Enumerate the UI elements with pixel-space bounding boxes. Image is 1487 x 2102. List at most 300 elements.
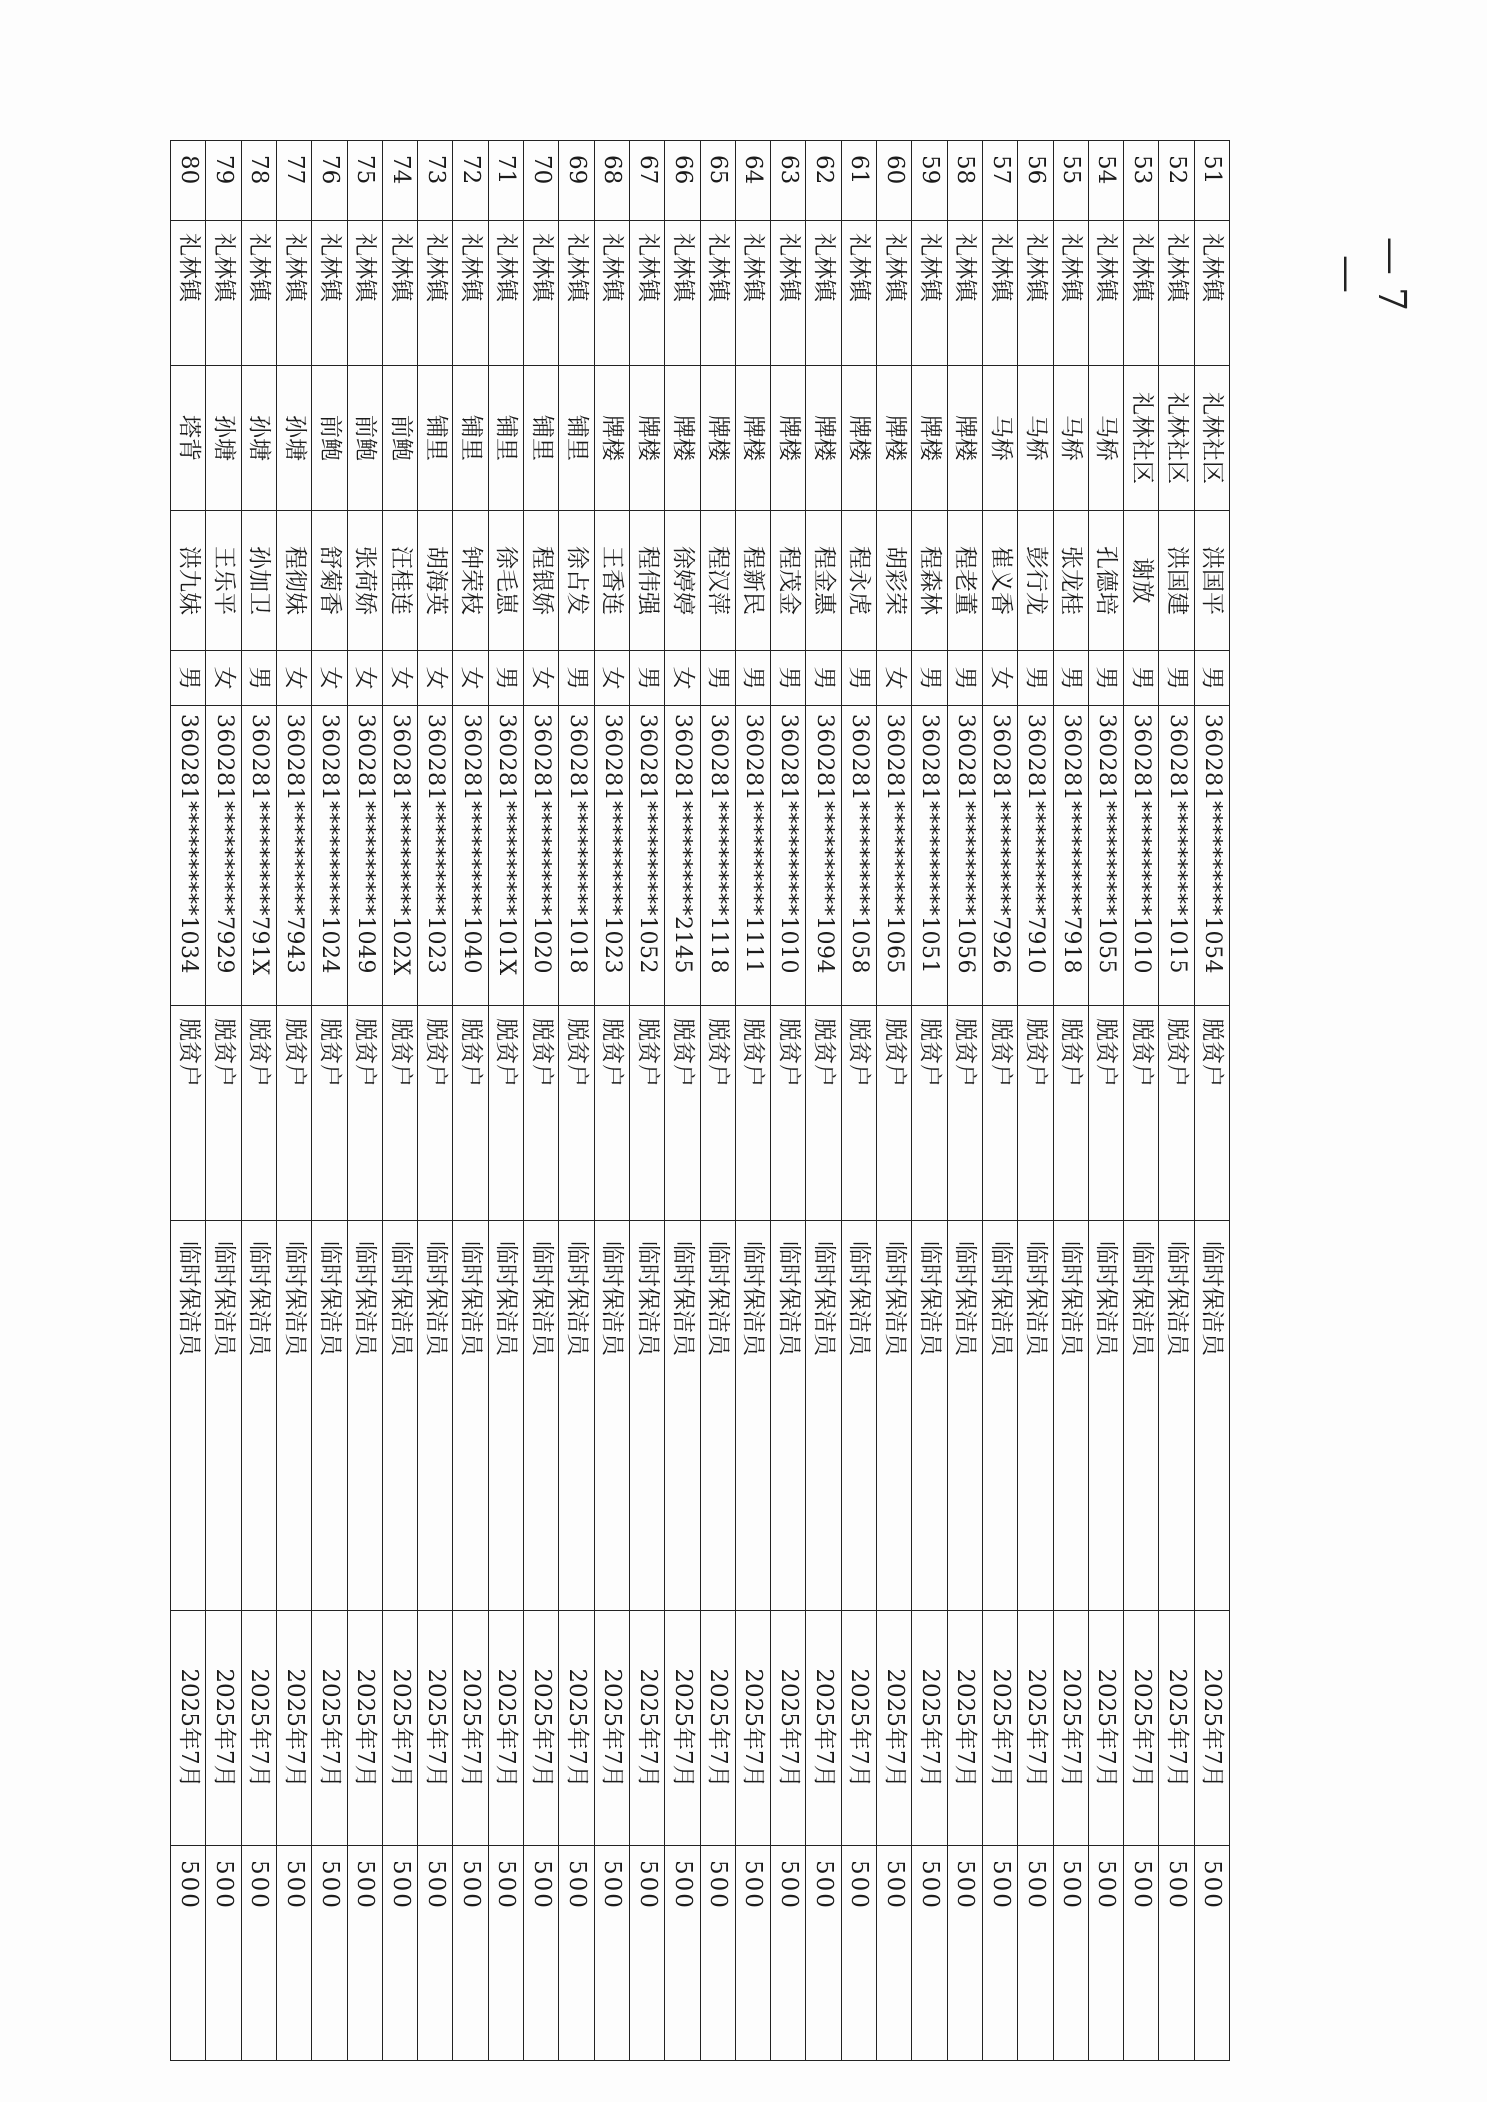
sex-cell: 女 (418, 651, 453, 706)
sex-cell: 男 (771, 651, 806, 706)
table-row (841, 141, 876, 2061)
date-cell: 2025年7月 (1088, 1611, 1123, 1846)
job-cell: 临时保洁员 (629, 1221, 664, 1611)
id-number-cell: 360281**********1023 (418, 706, 453, 1006)
name-cell: 孔德培 (1088, 511, 1123, 651)
date-cell: 2025年7月 (382, 1611, 417, 1846)
job-cell: 临时保洁员 (947, 1221, 982, 1611)
date-cell: 2025年7月 (594, 1611, 629, 1846)
date-cell: 2025年7月 (524, 1611, 559, 1846)
town-cell: 礼林镇 (947, 221, 982, 366)
id-number-cell: 360281**********1049 (347, 706, 382, 1006)
amount-cell: 500 (559, 1846, 594, 2061)
seq-cell: 71 (488, 141, 523, 221)
household-type-cell: 脱贫户 (418, 1006, 453, 1221)
date-cell: 2025年7月 (841, 1611, 876, 1846)
table-row (559, 141, 594, 2061)
sex-cell: 女 (594, 651, 629, 706)
date-cell: 2025年7月 (912, 1611, 947, 1846)
sex-cell: 女 (453, 651, 488, 706)
date-cell: 2025年7月 (1194, 1611, 1229, 1846)
job-cell: 临时保洁员 (665, 1221, 700, 1611)
job-cell: 临时保洁员 (276, 1221, 311, 1611)
table-row (171, 141, 206, 2061)
household-type-cell: 脱贫户 (276, 1006, 311, 1221)
seq-cell: 52 (1159, 141, 1194, 221)
town-cell: 礼林镇 (418, 221, 453, 366)
table-row (453, 141, 488, 2061)
town-cell: 礼林镇 (1159, 221, 1194, 366)
town-cell: 礼林镇 (982, 221, 1017, 366)
seq-cell: 70 (524, 141, 559, 221)
job-cell: 临时保洁员 (524, 1221, 559, 1611)
town-cell: 礼林镇 (382, 221, 417, 366)
town-cell: 礼林镇 (1124, 221, 1159, 366)
name-cell: 徐婷婷 (665, 511, 700, 651)
name-cell: 洪国建 (1159, 511, 1194, 651)
date-cell: 2025年7月 (806, 1611, 841, 1846)
job-cell: 临时保洁员 (1053, 1221, 1088, 1611)
date-cell: 2025年7月 (559, 1611, 594, 1846)
town-cell: 礼林镇 (559, 221, 594, 366)
sex-cell: 男 (629, 651, 664, 706)
village-cell: 前鲍 (312, 366, 347, 511)
village-cell: 牌楼 (912, 366, 947, 511)
name-cell: 程老董 (947, 511, 982, 651)
date-cell: 2025年7月 (1018, 1611, 1053, 1846)
amount-cell: 500 (982, 1846, 1017, 2061)
amount-cell: 500 (488, 1846, 523, 2061)
town-cell: 礼林镇 (312, 221, 347, 366)
job-cell: 临时保洁员 (1018, 1221, 1053, 1611)
name-cell: 程茂金 (771, 511, 806, 651)
id-number-cell: 360281**********1010 (1124, 706, 1159, 1006)
id-number-cell: 360281**********7926 (982, 706, 1017, 1006)
job-cell: 临时保洁员 (1088, 1221, 1123, 1611)
seq-cell: 66 (665, 141, 700, 221)
date-cell: 2025年7月 (629, 1611, 664, 1846)
job-cell: 临时保洁员 (877, 1221, 912, 1611)
date-cell: 2025年7月 (877, 1611, 912, 1846)
town-cell: 礼林镇 (665, 221, 700, 366)
amount-cell: 500 (629, 1846, 664, 2061)
name-cell: 程汉萍 (700, 511, 735, 651)
id-number-cell: 360281**********7918 (1053, 706, 1088, 1006)
town-cell: 礼林镇 (241, 221, 276, 366)
village-cell: 牌楼 (841, 366, 876, 511)
town-cell: 礼林镇 (1194, 221, 1229, 366)
village-cell: 礼林社区 (1124, 366, 1159, 511)
seq-cell: 60 (877, 141, 912, 221)
id-number-cell: 360281**********1094 (806, 706, 841, 1006)
name-cell: 洪九妹 (171, 511, 206, 651)
date-cell: 2025年7月 (982, 1611, 1017, 1846)
household-type-cell: 脱贫户 (488, 1006, 523, 1221)
date-cell: 2025年7月 (700, 1611, 735, 1846)
town-cell: 礼林镇 (171, 221, 206, 366)
id-number-cell: 360281**********7943 (276, 706, 311, 1006)
town-cell: 礼林镇 (771, 221, 806, 366)
village-cell: 牌楼 (700, 366, 735, 511)
village-cell: 牌楼 (594, 366, 629, 511)
name-cell: 汪桂连 (382, 511, 417, 651)
name-cell: 彭行龙 (1018, 511, 1053, 651)
village-cell: 铺里 (488, 366, 523, 511)
sex-cell: 女 (312, 651, 347, 706)
village-cell: 前鲍 (347, 366, 382, 511)
amount-cell: 500 (806, 1846, 841, 2061)
amount-cell: 500 (841, 1846, 876, 2061)
sex-cell: 男 (912, 651, 947, 706)
date-cell: 2025年7月 (347, 1611, 382, 1846)
roster-table-body (171, 141, 1230, 2061)
household-type-cell: 脱贫户 (241, 1006, 276, 1221)
id-number-cell: 360281**********2145 (665, 706, 700, 1006)
town-cell: 礼林镇 (453, 221, 488, 366)
sex-cell: 女 (206, 651, 241, 706)
sex-cell: 男 (841, 651, 876, 706)
amount-cell: 500 (877, 1846, 912, 2061)
household-type-cell: 脱贫户 (1159, 1006, 1194, 1221)
amount-cell: 500 (771, 1846, 806, 2061)
table-row (206, 141, 241, 2061)
job-cell: 临时保洁员 (982, 1221, 1017, 1611)
date-cell: 2025年7月 (947, 1611, 982, 1846)
date-cell: 2025年7月 (665, 1611, 700, 1846)
job-cell: 临时保洁员 (382, 1221, 417, 1611)
town-cell: 礼林镇 (488, 221, 523, 366)
job-cell: 临时保洁员 (206, 1221, 241, 1611)
id-number-cell: 360281**********1052 (629, 706, 664, 1006)
household-type-cell: 脱贫户 (841, 1006, 876, 1221)
seq-cell: 55 (1053, 141, 1088, 221)
date-cell: 2025年7月 (771, 1611, 806, 1846)
table-row (700, 141, 735, 2061)
page-number (1326, 200, 1414, 312)
town-cell: 礼林镇 (1053, 221, 1088, 366)
id-number-cell: 360281**********1056 (947, 706, 982, 1006)
id-number-cell: 360281**********1020 (524, 706, 559, 1006)
id-number-cell: 360281**********101X (488, 706, 523, 1006)
name-cell: 王乐平 (206, 511, 241, 651)
name-cell: 谢放 (1124, 511, 1159, 651)
village-cell: 礼林社区 (1194, 366, 1229, 511)
sex-cell: 女 (665, 651, 700, 706)
table-row (241, 141, 276, 2061)
table-row (1053, 141, 1088, 2061)
id-number-cell: 360281**********1018 (559, 706, 594, 1006)
seq-cell: 63 (771, 141, 806, 221)
name-cell: 胡海英 (418, 511, 453, 651)
village-cell: 孙塘 (206, 366, 241, 511)
village-cell: 孙塘 (276, 366, 311, 511)
seq-cell: 64 (735, 141, 770, 221)
sex-cell: 男 (1194, 651, 1229, 706)
job-cell: 临时保洁员 (594, 1221, 629, 1611)
table-row (1018, 141, 1053, 2061)
seq-cell: 79 (206, 141, 241, 221)
village-cell: 马桥 (1088, 366, 1123, 511)
household-type-cell: 脱贫户 (312, 1006, 347, 1221)
rotated-table-container (175, 140, 1230, 2060)
town-cell: 礼林镇 (877, 221, 912, 366)
sex-cell: 男 (559, 651, 594, 706)
seq-cell: 78 (241, 141, 276, 221)
name-cell: 程新民 (735, 511, 770, 651)
town-cell: 礼林镇 (841, 221, 876, 366)
amount-cell: 500 (206, 1846, 241, 2061)
date-cell: 2025年7月 (276, 1611, 311, 1846)
table-row (488, 141, 523, 2061)
village-cell: 塔背 (171, 366, 206, 511)
seq-cell: 73 (418, 141, 453, 221)
sex-cell: 男 (735, 651, 770, 706)
job-cell: 临时保洁员 (559, 1221, 594, 1611)
date-cell: 2025年7月 (171, 1611, 206, 1846)
village-cell: 铺里 (559, 366, 594, 511)
job-cell: 临时保洁员 (1124, 1221, 1159, 1611)
seq-cell: 57 (982, 141, 1017, 221)
id-number-cell: 360281**********1055 (1088, 706, 1123, 1006)
town-cell: 礼林镇 (524, 221, 559, 366)
seq-cell: 65 (700, 141, 735, 221)
household-type-cell: 脱贫户 (171, 1006, 206, 1221)
job-cell: 临时保洁员 (312, 1221, 347, 1611)
village-cell: 前鲍 (382, 366, 417, 511)
household-type-cell: 脱贫户 (1088, 1006, 1123, 1221)
table-row (947, 141, 982, 2061)
job-cell: 临时保洁员 (453, 1221, 488, 1611)
id-number-cell: 360281**********7910 (1018, 706, 1053, 1006)
name-cell: 张龙桂 (1053, 511, 1088, 651)
seq-cell: 59 (912, 141, 947, 221)
household-type-cell: 脱贫户 (982, 1006, 1017, 1221)
household-type-cell: 脱贫户 (1053, 1006, 1088, 1221)
amount-cell: 500 (347, 1846, 382, 2061)
town-cell: 礼林镇 (806, 221, 841, 366)
town-cell: 礼林镇 (912, 221, 947, 366)
household-type-cell: 脱贫户 (629, 1006, 664, 1221)
id-number-cell: 360281**********1015 (1159, 706, 1194, 1006)
household-type-cell: 脱贫户 (771, 1006, 806, 1221)
table-row (735, 141, 770, 2061)
table-row (912, 141, 947, 2061)
village-cell: 马桥 (982, 366, 1017, 511)
household-type-cell: 脱贫户 (206, 1006, 241, 1221)
amount-cell: 500 (594, 1846, 629, 2061)
sex-cell: 男 (1088, 651, 1123, 706)
sex-cell: 男 (241, 651, 276, 706)
sex-cell: 女 (982, 651, 1017, 706)
job-cell: 临时保洁员 (418, 1221, 453, 1611)
amount-cell: 500 (241, 1846, 276, 2061)
name-cell: 徐毛崽 (488, 511, 523, 651)
household-type-cell: 脱贫户 (1194, 1006, 1229, 1221)
job-cell: 临时保洁员 (347, 1221, 382, 1611)
id-number-cell: 360281**********102X (382, 706, 417, 1006)
name-cell: 洪国平 (1194, 511, 1229, 651)
amount-cell: 500 (735, 1846, 770, 2061)
seq-cell: 77 (276, 141, 311, 221)
name-cell: 舒菊香 (312, 511, 347, 651)
date-cell: 2025年7月 (735, 1611, 770, 1846)
village-cell: 铺里 (418, 366, 453, 511)
sex-cell: 女 (276, 651, 311, 706)
amount-cell: 500 (312, 1846, 347, 2061)
amount-cell: 500 (1088, 1846, 1123, 2061)
table-row (1194, 141, 1229, 2061)
id-number-cell: 360281**********1034 (171, 706, 206, 1006)
id-number-cell: 360281**********7929 (206, 706, 241, 1006)
id-number-cell: 360281**********1051 (912, 706, 947, 1006)
name-cell: 程彻妹 (276, 511, 311, 651)
seq-cell: 62 (806, 141, 841, 221)
table-row (524, 141, 559, 2061)
name-cell: 张荷娇 (347, 511, 382, 651)
table-row (1124, 141, 1159, 2061)
job-cell: 临时保洁员 (488, 1221, 523, 1611)
seq-cell: 54 (1088, 141, 1123, 221)
table-row (877, 141, 912, 2061)
household-type-cell: 脱贫户 (347, 1006, 382, 1221)
date-cell: 2025年7月 (312, 1611, 347, 1846)
household-type-cell: 脱贫户 (735, 1006, 770, 1221)
date-cell: 2025年7月 (1053, 1611, 1088, 1846)
sex-cell: 女 (524, 651, 559, 706)
table-row (629, 141, 664, 2061)
name-cell: 徐占发 (559, 511, 594, 651)
job-cell: 临时保洁员 (735, 1221, 770, 1611)
id-number-cell: 360281**********1118 (700, 706, 735, 1006)
seq-cell: 58 (947, 141, 982, 221)
job-cell: 临时保洁员 (171, 1221, 206, 1611)
date-cell: 2025年7月 (488, 1611, 523, 1846)
id-number-cell: 360281**********1111 (735, 706, 770, 1006)
name-cell: 程银娇 (524, 511, 559, 651)
date-cell: 2025年7月 (418, 1611, 453, 1846)
amount-cell: 500 (382, 1846, 417, 2061)
sex-cell: 男 (947, 651, 982, 706)
job-cell: 临时保洁员 (771, 1221, 806, 1611)
date-cell: 2025年7月 (241, 1611, 276, 1846)
seq-cell: 75 (347, 141, 382, 221)
village-cell: 孙塘 (241, 366, 276, 511)
village-cell: 铺里 (524, 366, 559, 511)
name-cell: 胡彩荣 (877, 511, 912, 651)
name-cell: 孙加卫 (241, 511, 276, 651)
table-row (418, 141, 453, 2061)
name-cell: 王香连 (594, 511, 629, 651)
date-cell: 2025年7月 (206, 1611, 241, 1846)
household-type-cell: 脱贫户 (524, 1006, 559, 1221)
town-cell: 礼林镇 (594, 221, 629, 366)
household-type-cell: 脱贫户 (1018, 1006, 1053, 1221)
amount-cell: 500 (453, 1846, 488, 2061)
id-number-cell: 360281**********1058 (841, 706, 876, 1006)
amount-cell: 500 (1018, 1846, 1053, 2061)
id-number-cell: 360281**********1024 (312, 706, 347, 1006)
amount-cell: 500 (1194, 1846, 1229, 2061)
town-cell: 礼林镇 (347, 221, 382, 366)
amount-cell: 500 (524, 1846, 559, 2061)
amount-cell: 500 (276, 1846, 311, 2061)
seq-cell: 68 (594, 141, 629, 221)
job-cell: 临时保洁员 (700, 1221, 735, 1611)
name-cell: 崔义香 (982, 511, 1017, 651)
date-cell: 2025年7月 (1124, 1611, 1159, 1846)
date-cell: 2025年7月 (1159, 1611, 1194, 1846)
sex-cell: 男 (171, 651, 206, 706)
table-row (1159, 141, 1194, 2061)
name-cell: 程永虎 (841, 511, 876, 651)
household-type-cell: 脱贫户 (382, 1006, 417, 1221)
town-cell: 礼林镇 (735, 221, 770, 366)
village-cell: 礼林社区 (1159, 366, 1194, 511)
seq-cell: 61 (841, 141, 876, 221)
name-cell: 程金惠 (806, 511, 841, 651)
village-cell: 牌楼 (735, 366, 770, 511)
town-cell: 礼林镇 (700, 221, 735, 366)
job-cell: 临时保洁员 (806, 1221, 841, 1611)
town-cell: 礼林镇 (206, 221, 241, 366)
amount-cell: 500 (1053, 1846, 1088, 2061)
id-number-cell: 360281**********1054 (1194, 706, 1229, 1006)
seq-cell: 80 (171, 141, 206, 221)
id-number-cell: 360281**********1010 (771, 706, 806, 1006)
seq-cell: 74 (382, 141, 417, 221)
job-cell: 临时保洁员 (1159, 1221, 1194, 1611)
household-type-cell: 脱贫户 (700, 1006, 735, 1221)
amount-cell: 500 (912, 1846, 947, 2061)
seq-cell: 76 (312, 141, 347, 221)
table-row (382, 141, 417, 2061)
village-cell: 牌楼 (665, 366, 700, 511)
job-cell: 临时保洁员 (1194, 1221, 1229, 1611)
town-cell: 礼林镇 (1018, 221, 1053, 366)
household-type-cell: 脱贫户 (947, 1006, 982, 1221)
household-type-cell: 脱贫户 (877, 1006, 912, 1221)
town-cell: 礼林镇 (1088, 221, 1123, 366)
sex-cell: 男 (1018, 651, 1053, 706)
seq-cell: 69 (559, 141, 594, 221)
seq-cell: 72 (453, 141, 488, 221)
job-cell: 临时保洁员 (912, 1221, 947, 1611)
sex-cell: 男 (806, 651, 841, 706)
sex-cell: 女 (382, 651, 417, 706)
amount-cell: 500 (418, 1846, 453, 2061)
amount-cell: 500 (1124, 1846, 1159, 2061)
town-cell: 礼林镇 (629, 221, 664, 366)
household-type-cell: 脱贫户 (1124, 1006, 1159, 1221)
amount-cell: 500 (1159, 1846, 1194, 2061)
sex-cell: 男 (1159, 651, 1194, 706)
date-cell: 2025年7月 (453, 1611, 488, 1846)
seq-cell: 53 (1124, 141, 1159, 221)
amount-cell: 500 (171, 1846, 206, 2061)
job-cell: 临时保洁员 (241, 1221, 276, 1611)
household-type-cell: 脱贫户 (912, 1006, 947, 1221)
household-type-cell: 脱贫户 (806, 1006, 841, 1221)
id-number-cell: 360281**********1065 (877, 706, 912, 1006)
name-cell: 程伟强 (629, 511, 664, 651)
job-cell: 临时保洁员 (841, 1221, 876, 1611)
seq-cell: 56 (1018, 141, 1053, 221)
village-cell: 牌楼 (771, 366, 806, 511)
village-cell: 牌楼 (947, 366, 982, 511)
household-type-cell: 脱贫户 (453, 1006, 488, 1221)
sex-cell: 女 (347, 651, 382, 706)
town-cell: 礼林镇 (276, 221, 311, 366)
